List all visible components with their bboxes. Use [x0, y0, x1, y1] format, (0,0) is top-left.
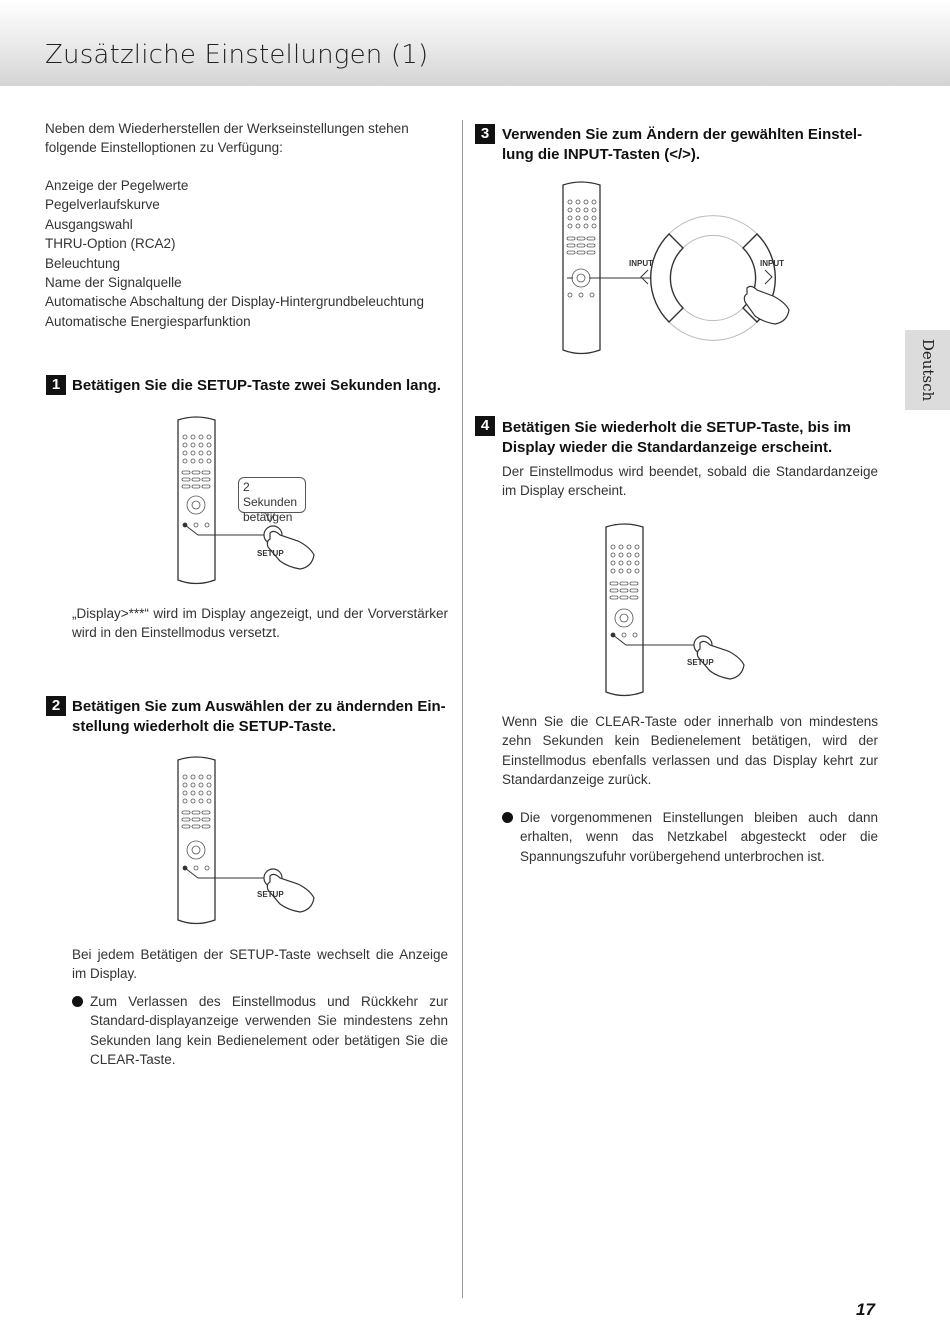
input-right-label: INPUT — [760, 259, 784, 268]
remote-control-illustration-step2 — [170, 755, 320, 930]
step-4-title-line-2: Display wieder die Standardanzeige erscheint. — [502, 439, 833, 456]
list-item: Ausgangswahl — [45, 216, 133, 232]
language-tab-label: Deutsch — [918, 338, 937, 402]
callout-bubble — [238, 477, 306, 524]
svg-text:SETUP: SETUP — [257, 549, 284, 558]
step-2-title-line-2: stellung wiederholt die SETUP-Taste. — [72, 718, 336, 735]
column-divider — [462, 120, 463, 1298]
callout-line-1: 2 Sekunden — [243, 480, 298, 509]
remote-input-keys-illustration — [555, 180, 805, 360]
intro-text: Neben dem Wiederherstellen der Werkseinstellungen stehen folgende Einstelloptionen zu Verfügung: — [45, 121, 409, 156]
step-4-number: 4 — [475, 416, 495, 436]
step-4-bullet-text: Die vorgenommenen Einstellungen bleiben auch dann erhalten, wenn das Netzkabel abgesteckt oder die Spannungszufuhr vorübergehend unterbrochen ist. — [520, 810, 878, 864]
step-3-title-line-2: lung die INPUT-Tasten (</>). — [502, 146, 701, 163]
step-2-number: 2 — [46, 696, 66, 716]
step-2-title-line-1: Betätigen Sie zum Auswählen der zu ändernden Ein- — [72, 698, 446, 715]
bullet-dot-icon — [72, 996, 83, 1007]
svg-text:SETUP: SETUP — [687, 658, 714, 667]
step-1-title: Betätigen Sie die SETUP-Taste zwei Sekunden lang. — [72, 377, 441, 394]
step-3-title-line-1: Verwenden Sie zum Ändern der gewählten Einstel- — [502, 126, 863, 143]
list-item: Pegelverlaufskurve — [45, 197, 160, 213]
option-list — [45, 176, 424, 331]
step-4-note: Der Einstellmodus wird beendet, sobald die Standardanzeige im Display erscheint. — [502, 464, 878, 499]
page-header — [0, 0, 950, 86]
page-title: Zusätzliche Einstellungen (1) — [45, 40, 429, 70]
svg-text:SETUP: SETUP — [257, 890, 284, 899]
step-1-note: „Display>***“ wird im Display angezeigt, und der Vorverstärker wird in den Einstellmodus versetzt. — [72, 606, 448, 641]
page-number: 17 — [856, 1300, 875, 1319]
list-item: Anzeige der Pegelwerte — [45, 178, 189, 193]
step-4-bullet — [520, 808, 878, 866]
list-item: Name der Signalquelle — [45, 275, 182, 291]
step-4-title — [502, 418, 882, 458]
step-4-note-2: Wenn Sie die CLEAR-Taste oder innerhalb von mindestens zehn Sekunden kein Bedienelement betätigen, wird der Einstellmodus ebenfalls verlassen und das Display kehrt zur Standardanzeige zurück. — [502, 714, 878, 788]
step-4-title-line-1: Betätigen Sie wiederholt die SETUP-Taste, bis im — [502, 419, 851, 436]
language-tab[interactable] — [905, 330, 950, 410]
step-3-number: 3 — [475, 124, 495, 144]
list-item: THRU-Option (RCA2) — [45, 236, 176, 252]
step-2-title — [72, 697, 452, 737]
input-left-label: INPUT — [629, 259, 653, 268]
list-item: Automatische Energiesparfunktion — [45, 313, 251, 329]
step-3-title — [502, 125, 882, 165]
step-2-bullet — [90, 992, 448, 1070]
bullet-dot-icon — [502, 812, 513, 823]
list-item: Automatische Abschaltung der Display-Hintergrundbeleuchtung — [45, 294, 424, 310]
remote-control-illustration-step4 — [598, 522, 753, 702]
callout-line-2: betätigen — [243, 510, 293, 524]
list-item: Beleuchtung — [45, 255, 121, 271]
step-1-number: 1 — [46, 375, 66, 395]
step-2-note: Bei jedem Betätigen der SETUP-Taste wechselt die Anzeige im Display. — [72, 947, 448, 982]
step-2-bullet-text: Zum Verlassen des Einstellmodus und Rückkehr zur Standard-displayanzeige verwenden Sie mindestens zehn Sekunden lang kein Bedienelement oder betätigen Sie die CLEAR-Taste. — [90, 994, 448, 1068]
